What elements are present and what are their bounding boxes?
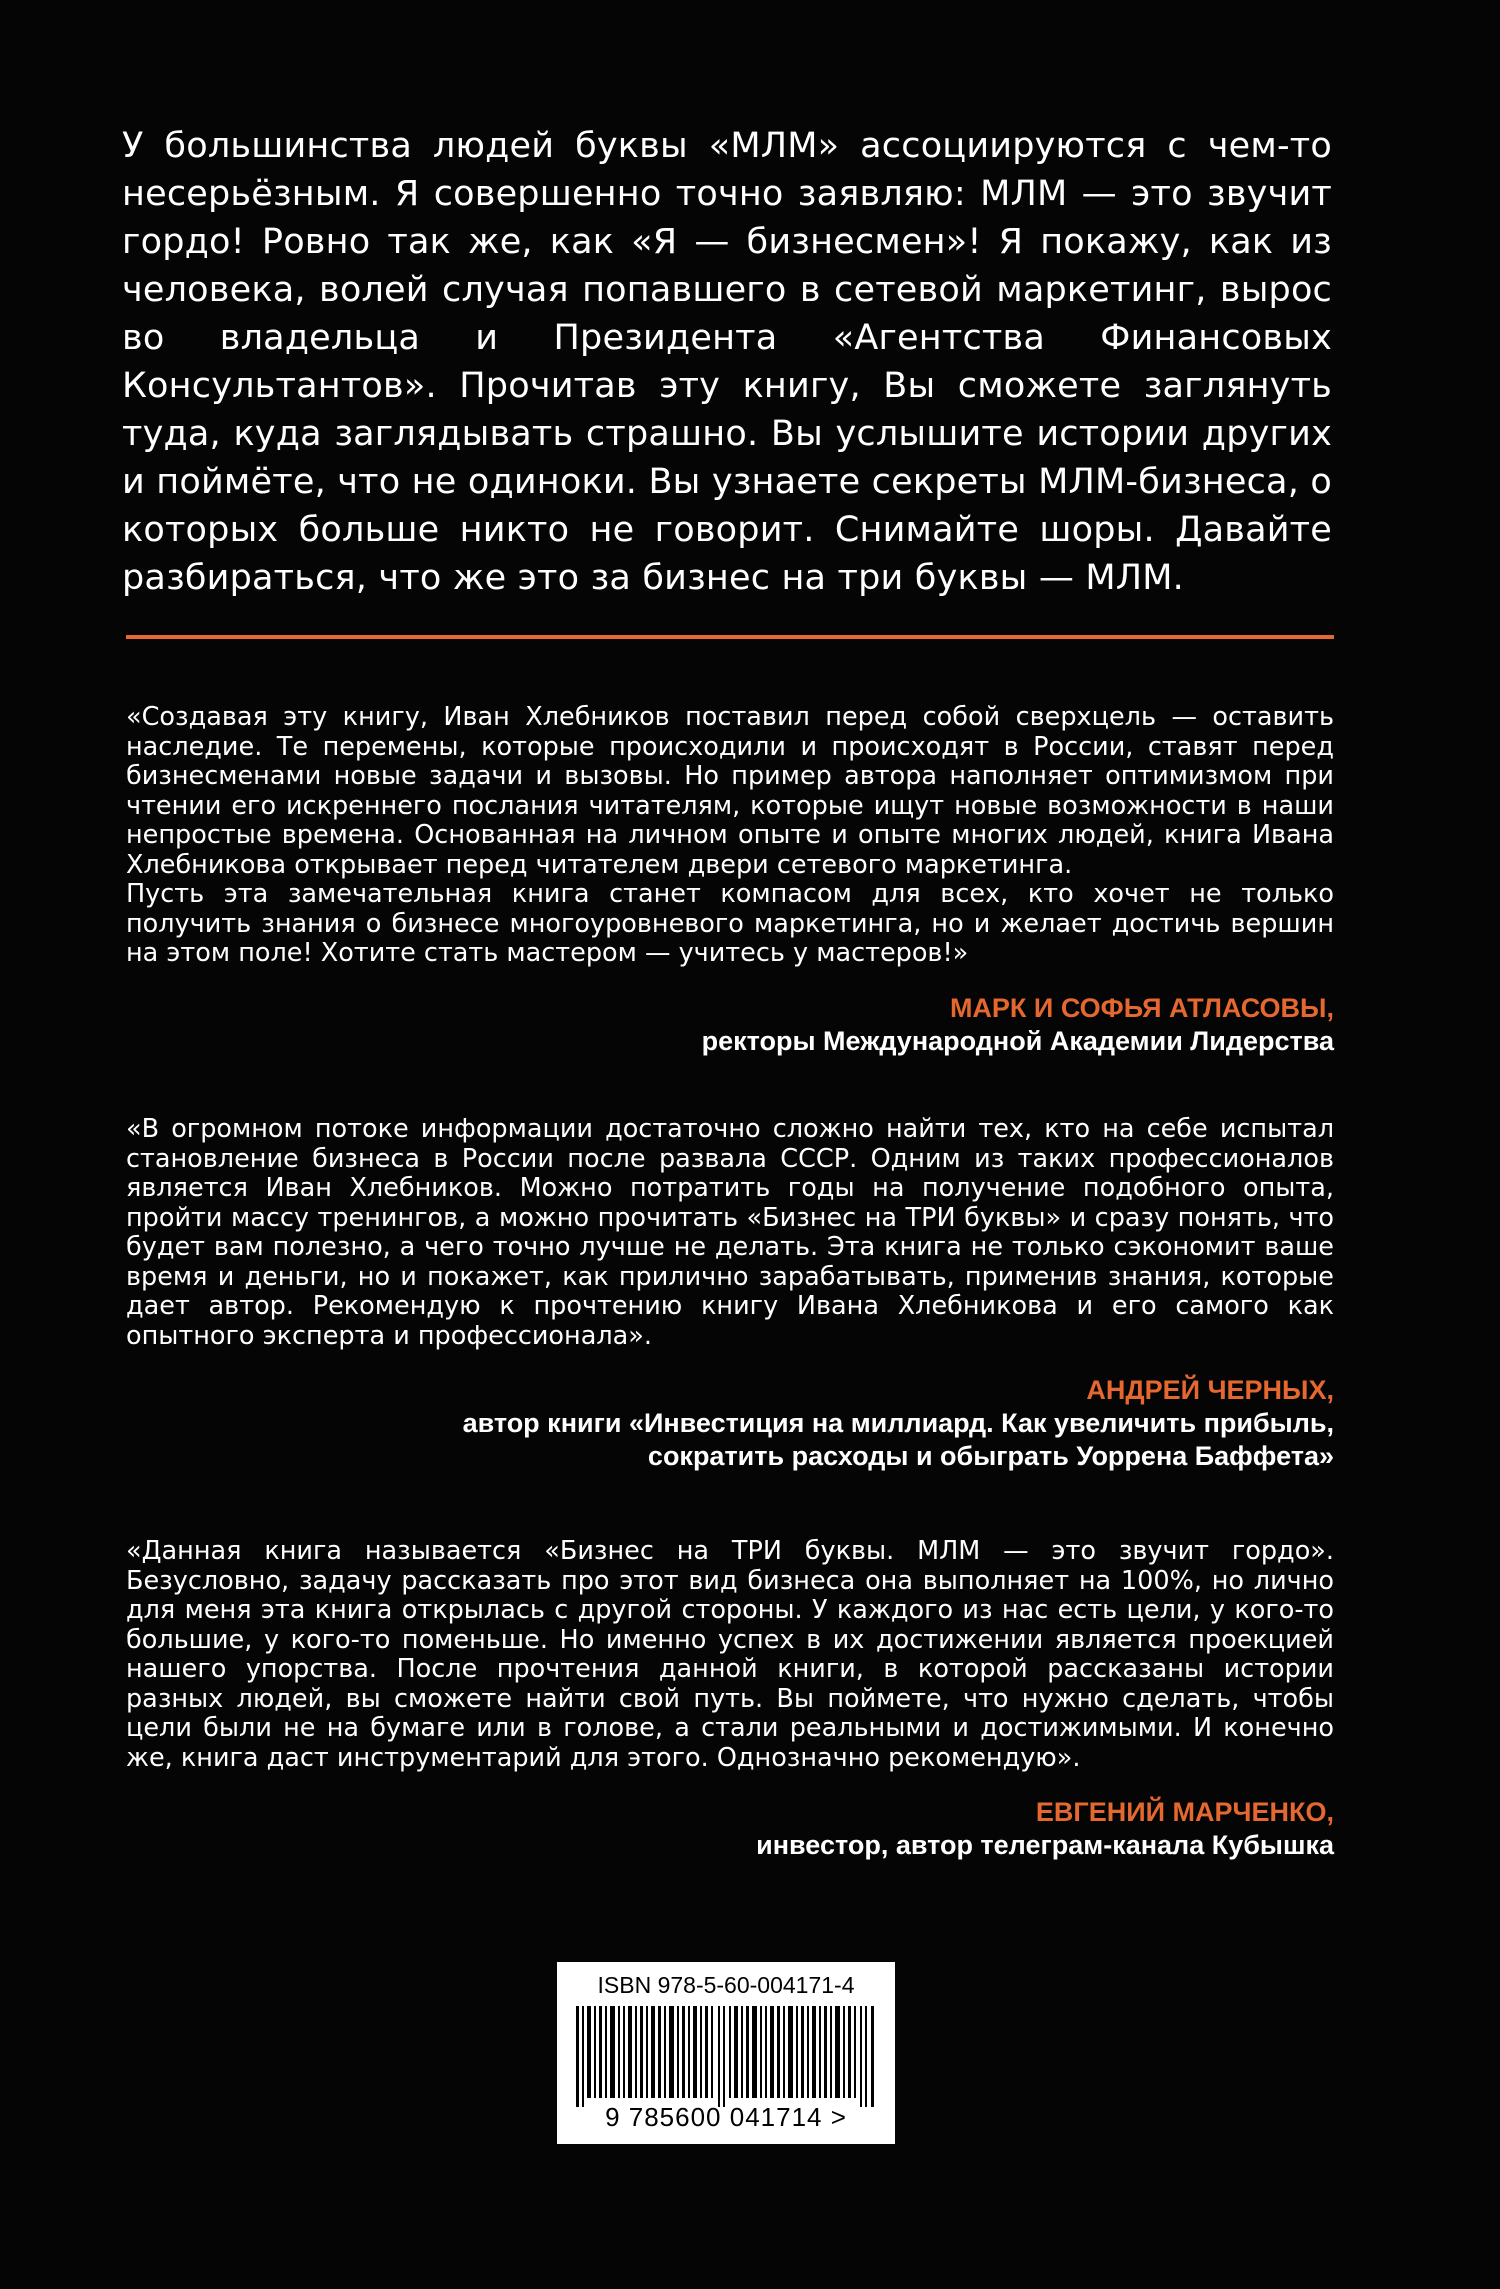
review-paragraph: Пусть эта замечательная книга станет компасом для всех, кто хочет не только получить знания о бизнесе многоуровневого маркетинга, но и желает достичь вершин на этом поле! Хотите стать мастером — учитесь у мастеров!»: [126, 879, 1334, 968]
author-role: ректоры Международной Академии Лидерства: [701, 1025, 1334, 1056]
review-paragraph: «Создавая эту книгу, Иван Хлебников поставил перед собой сверхцель — оставить наследие. Те перемены, которые происходили и происходят в России, ставят перед бизнесменами новые задачи и вызовы. Но пример автора наполняет оптимизмом при чтении его искреннего послания читателям, которые ищут новые возможности в наши непростые времена. Основанная на личном опыте и опыте многих людей, книга Ивана Хлебникова открывает перед читателем двери сетевого маркетинга.: [126, 702, 1334, 880]
author-name: МАРК И СОФЬЯ АТЛАСОВЫ,: [949, 992, 1334, 1023]
review-author: [126, 1374, 1334, 1473]
review-author: [126, 1796, 1334, 1862]
author-name: ЕВГЕНИЙ МАРЧЕНКО,: [1035, 1797, 1334, 1827]
review-paragraph: «В огромном потоке информации достаточно сложно найти тех, кто на себе испытал становление бизнеса в России после развала СССР. Одним из таких профессионалов является Иван Хлебников. Можно потратить годы на получение подобного опыта, пройти массу тренингов, а можно прочитать «Бизнес на ТРИ буквы» и сразу понять, что будет вам полезно, а чего точно лучше не делать. Эта книга не только сэкономит ваше время и деньги, но и покажет, как прилично зарабатывать, применив знания, которые дает автор. Рекомендую к прочтению книгу Ивана Хлебникова и его самого как опытного эксперта и профессионала».: [126, 1114, 1334, 1351]
isbn-barcode-block: [557, 1962, 895, 2144]
author-role: автор книги «Инвестиция на миллиард. Как увеличить прибыль,: [462, 1408, 1334, 1438]
review-quote: [126, 1115, 1334, 1351]
review-1: [126, 703, 1334, 1058]
barcode-digits: 9 785600 041714 >: [605, 2102, 847, 2132]
review-author: [126, 992, 1334, 1058]
author-role: инвестор, автор телеграм-канала Кубышка: [756, 1830, 1334, 1860]
barcode-icon: [576, 2006, 876, 2107]
review-2: [126, 1115, 1334, 1473]
review-quote: [126, 1537, 1334, 1773]
orange-divider-line: [126, 635, 1334, 639]
review-paragraph: «Данная книга называется «Бизнес на ТРИ буквы. МЛМ — это звучит гордо». Безусловно, задачу рассказать про этот вид бизнеса она выполняет на 100%, но лично для меня эта книга открылась с другой стороны. У каждого из нас есть цели, у кого-то большие, у кого-то поменьше. Но именно успех в их достижении является проекцией нашего упорства. После прочтения данной книги, в которой рассказаны истории разных людей, вы сможете найти свой путь. Вы поймете, что нужно сделать, чтобы цели были не на бумаге или в голове, а стали реальными и достижимыми. И конечно же, книга даст инструментарий для этого. Однозначно рекомендую».: [126, 1536, 1334, 1773]
author-name: АНДРЕЙ ЧЕРНЫХ,: [1086, 1375, 1334, 1405]
isbn-label: ISBN 978-5-60-004171-4: [597, 1972, 855, 1998]
review-3: [126, 1537, 1334, 1862]
author-role: сократить расходы и обыграть Уоррена Баффета»: [647, 1441, 1334, 1471]
review-quote: [126, 703, 1334, 969]
intro-blurb: У большинства людей буквы «МЛМ» ассоциируются с чем-то несерьёзным. Я совершенно точно заявляю: МЛМ — это звучит гордо! Ровно так же, как «Я — бизнесмен»! Я покажу, как из человека, волей случая попавшего в сетевой маркетинг, вырос во владельца и Президента «Агентства Финансовых Консультантов». Прочитав эту книгу, Вы сможете заглянуть туда, куда заглядывать страшно. Вы услышите истории других и поймёте, что не одиноки. Вы узнаете секреты МЛМ-бизнеса, о которых больше никто не говорит. Снимайте шоры. Давайте разбираться, что же это за бизнес на три буквы — МЛМ.: [122, 126, 1332, 598]
